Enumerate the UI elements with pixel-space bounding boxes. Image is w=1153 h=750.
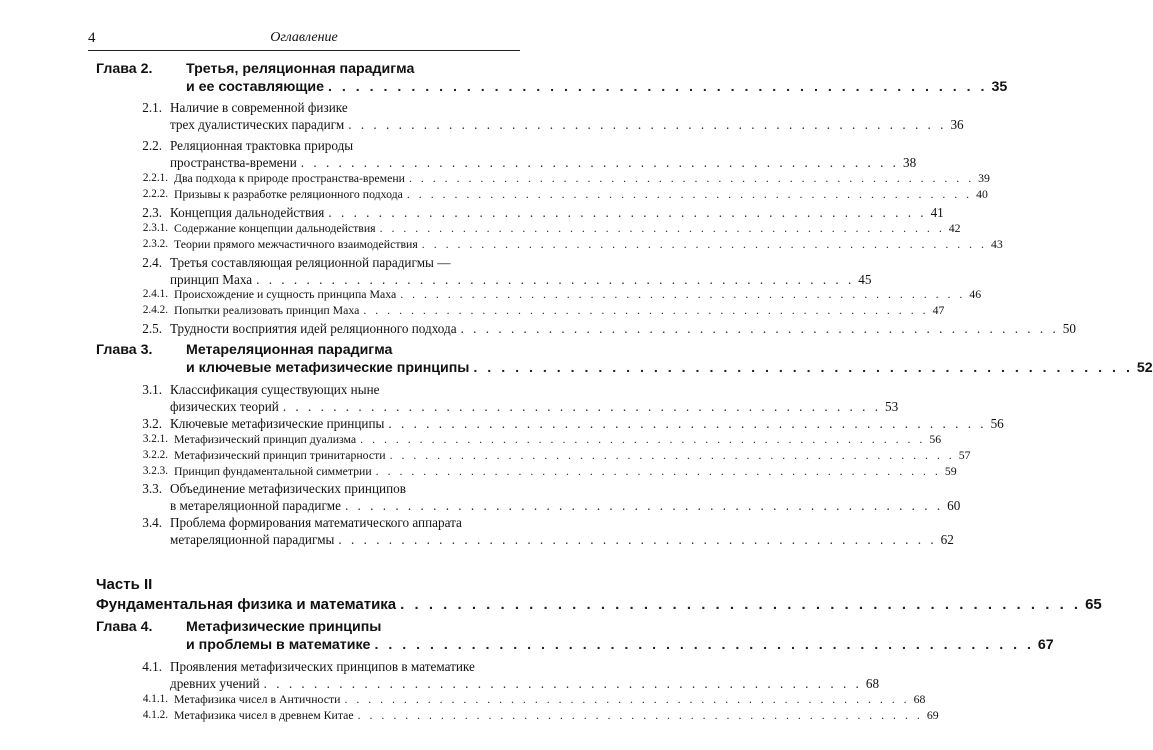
toc-entry-page: 40: [976, 187, 988, 201]
toc-entry-page: 41: [930, 205, 944, 220]
toc-entry-title-line: метареляционной парадигмы: [170, 532, 335, 547]
toc-entry-page: 45: [858, 272, 872, 287]
toc-entry-page: 59: [944, 464, 957, 478]
toc-entry-page: 65: [1085, 596, 1102, 613]
toc-entry-title-line: Призывы к разработке реляционного подхода: [174, 187, 403, 201]
toc-entry-page: 50: [1062, 321, 1076, 336]
toc-entry-page: 56: [990, 416, 1004, 431]
toc-entry-title-line: и ключевые метафизические принципы: [186, 360, 470, 376]
toc-entry-sub: [96, 432, 942, 448]
toc-entry-number: 3.2.: [142, 416, 162, 431]
toc-entry-page: 36: [950, 117, 964, 132]
leader-dots: . . . . . . . . . . . . . . . . . . . . . . . . . . . . . . . . . . . . . . . . . . . . . . . .: [408, 171, 975, 185]
toc-entry-partlabel: [96, 575, 520, 594]
leader-dots: . . . . . . . . . . . . . . . . . . . . . . . . . . . . . . . . . . . . . . . . . . . . . . . .: [388, 416, 987, 431]
toc-entry-page: 47: [932, 303, 945, 317]
leader-dots: . . . . . . . . . . . . . . . . . . . . . . . . . . . . . . . . . . . . . . . . . . . . . . . .: [400, 287, 966, 301]
toc-entry-number: 4.1.: [142, 659, 162, 674]
toc-entry-sec: [96, 254, 872, 288]
toc-entry-title-line: Трудности восприятия идей реляционного подхода: [170, 321, 457, 336]
toc-entry-title-line: Метафизические принципы: [186, 619, 382, 635]
toc-entry-page: 42: [948, 221, 961, 235]
leader-dots: . . . . . . . . . . . . . . . . . . . . . . . . . . . . . . . . . . . . . . . . . . . . . . . .: [357, 708, 923, 722]
toc-entry-chapter: [96, 60, 1008, 96]
toc-entry-title-line: древних учений: [170, 676, 260, 691]
toc-entry-sec: [96, 514, 954, 548]
toc-entry-number: 2.1.: [142, 100, 162, 115]
toc-entry-part: [96, 595, 1102, 614]
toc-entry-title-line: Ключевые метафизические принципы: [170, 416, 385, 431]
page-number: 4: [88, 30, 96, 46]
toc-entry-sub: [96, 187, 988, 203]
toc-entry-number: 3.2.3.: [142, 465, 168, 477]
toc-entry-number: Глава 3.: [96, 342, 153, 358]
toc-entry-page: 46: [969, 287, 982, 301]
toc-entry-page: 57: [958, 448, 971, 462]
toc-entry-title-line: Проблема формирования математического аппарата: [170, 515, 462, 530]
toc-entry-sub: [96, 692, 926, 708]
toc-entry-chapter: [96, 618, 1054, 654]
toc-entry-sec: [96, 320, 1076, 337]
toc-entry-page: 68: [913, 692, 926, 706]
leader-dots: . . . . . . . . . . . . . . . . . . . . . . . . . . . . . . . . . . . . . . . . . . . . . . . .: [421, 237, 987, 251]
leader-dots: . . . . . . . . . . . . . . . . . . . . . . . . . . . . . . . . . . . . . . . . . . . . . . . .: [328, 79, 988, 95]
toc-entry-title-line: и проблемы в математике: [186, 637, 371, 653]
toc-entry-title-line: Метафизический принцип дуализма: [174, 432, 357, 446]
toc-entry-title-line: Объединение метафизических принципов: [170, 481, 406, 496]
toc-entry-title-line: в метареляционной парадигме: [170, 498, 341, 513]
toc-entry-sub: [96, 708, 939, 724]
toc-entry-sec: [96, 204, 944, 221]
toc-entry-title-line: принцип Маха: [170, 272, 253, 287]
toc-entry-title-line: Теории прямого межчастичного взаимодействия: [174, 237, 418, 251]
toc-entry-chapter: [96, 341, 1153, 377]
leader-dots: . . . . . . . . . . . . . . . . . . . . . . . . . . . . . . . . . . . . . . . . . . . . . . . .: [460, 321, 1059, 336]
leader-dots: . . . . . . . . . . . . . . . . . . . . . . . . . . . . . . . . . . . . . . . . . . . . . . . .: [256, 272, 855, 287]
toc-entry-number: 2.5.: [142, 321, 162, 336]
toc-entry-sec: [96, 658, 880, 692]
toc-entry-number: 2.3.: [142, 205, 162, 220]
toc-entry-sec: [96, 99, 964, 133]
leader-dots: . . . . . . . . . . . . . . . . . . . . . . . . . . . . . . . . . . . . . . . . . . . . . . . .: [338, 532, 937, 547]
leader-dots: . . . . . . . . . . . . . . . . . . . . . . . . . . . . . . . . . . . . . . . . . . . . . . . .: [375, 464, 941, 478]
toc-entry-title-line: Содержание концепции дальнодействия: [174, 221, 376, 235]
toc-entry-number: 4.1.1.: [142, 693, 168, 705]
toc-entry-sub: [96, 464, 957, 480]
leader-dots: . . . . . . . . . . . . . . . . . . . . . . . . . . . . . . . . . . . . . . . . . . . . . . . .: [374, 637, 1034, 653]
toc-entry-sub: [96, 237, 1003, 253]
toc-entry-sec: [96, 480, 961, 514]
toc-entry-number: 4.1.2.: [142, 709, 168, 721]
toc-entry-sec: [96, 415, 1004, 432]
toc-entry-page: 38: [902, 155, 917, 170]
toc-entry-number: 2.3.2.: [142, 238, 168, 250]
toc-entry-title-line: Два подхода к природе пространства-времени: [174, 171, 405, 185]
toc-entry-number: 2.2.2.: [142, 188, 168, 200]
toc-entry-page: 56: [929, 432, 942, 446]
toc-entry-title-line: Принцип фундаментальной симметрии: [174, 464, 372, 478]
toc-entry-page: 69: [926, 708, 939, 722]
leader-dots: . . . . . . . . . . . . . . . . . . . . . . . . . . . . . . . . . . . . . . . . . . . . . . . .: [473, 360, 1133, 376]
toc-entry-title-line: Фундаментальная физика и математика: [96, 596, 397, 613]
toc-entry-number: 2.4.2.: [142, 304, 168, 316]
toc-entry-sub: [96, 448, 971, 464]
toc-entry-number: 2.3.1.: [142, 222, 168, 234]
toc-entry-title-line: Часть II: [96, 576, 153, 593]
toc-entry-sec: [96, 137, 917, 171]
leader-dots: . . . . . . . . . . . . . . . . . . . . . . . . . . . . . . . . . . . . . . . . . . . . . . . .: [363, 303, 929, 317]
toc-entry-page: 53: [885, 399, 899, 414]
toc-entry-number: Глава 4.: [96, 619, 153, 635]
toc-entry-title-line: Реляционная трактовка природы: [170, 138, 354, 153]
toc-entry-number: Глава 2.: [96, 61, 153, 77]
toc-entry-title-line: Метафизика чисел в древнем Китае: [174, 708, 354, 722]
running-header: [88, 28, 520, 51]
toc-entry-page: 52: [1136, 360, 1153, 376]
toc-entry-title-line: Метафизика чисел в Античности: [174, 692, 341, 706]
toc-entry-title-line: и ее составляющие: [186, 79, 325, 95]
leader-dots: . . . . . . . . . . . . . . . . . . . . . . . . . . . . . . . . . . . . . . . . . . . . . . . .: [406, 187, 973, 201]
toc-entry-sub: [96, 303, 945, 319]
toc-entry-number: 3.3.: [142, 481, 162, 496]
leader-dots: . . . . . . . . . . . . . . . . . . . . . . . . . . . . . . . . . . . . . . . . . . . . . . . .: [300, 155, 899, 170]
toc-entry-number: 2.2.1.: [142, 172, 168, 184]
leader-dots: . . . . . . . . . . . . . . . . . . . . . . . . . . . . . . . . . . . . . . . . . . . . . . . .: [344, 692, 910, 706]
toc-entry-sub: [96, 171, 990, 187]
toc-entry-sub: [96, 287, 982, 303]
toc-entry-title-line: физических теорий: [170, 399, 279, 414]
leader-dots: . . . . . . . . . . . . . . . . . . . . . . . . . . . . . . . . . . . . . . . . . . . . . . . .: [389, 448, 955, 462]
toc-entry-number: 3.2.1.: [142, 433, 168, 445]
toc-entry-title-line: пространства-времени: [170, 155, 297, 170]
toc-entry-title-line: Наличие в современной физике: [170, 100, 348, 115]
running-title: Оглавление: [270, 30, 338, 45]
leader-dots: . . . . . . . . . . . . . . . . . . . . . . . . . . . . . . . . . . . . . . . . . . . . . . . .: [282, 399, 882, 414]
toc-entry-title-line: трех дуалистических парадигм: [170, 117, 345, 132]
leader-dots: . . . . . . . . . . . . . . . . . . . . . . . . . . . . . . . . . . . . . . . . . . . . . . . .: [379, 221, 945, 235]
toc-entry-page: 35: [991, 79, 1008, 95]
leader-dots: . . . . . . . . . . . . . . . . . . . . . . . . . . . . . . . . . . . . . . . . . . . . . . . .: [400, 596, 1082, 613]
toc-entry-sub: [96, 221, 961, 237]
toc-entry-number: 3.1.: [142, 382, 162, 397]
toc-entry-page: 67: [1037, 637, 1054, 653]
toc-entry-page: 43: [990, 237, 1003, 251]
toc-entry-title-line: Метареляционная парадигма: [186, 342, 393, 358]
leader-dots: . . . . . . . . . . . . . . . . . . . . . . . . . . . . . . . . . . . . . . . . . . . . . . . .: [328, 205, 927, 220]
leader-dots: . . . . . . . . . . . . . . . . . . . . . . . . . . . . . . . . . . . . . . . . . . . . . . . .: [263, 676, 862, 691]
toc-entry-page: 62: [940, 532, 954, 547]
leader-dots: . . . . . . . . . . . . . . . . . . . . . . . . . . . . . . . . . . . . . . . . . . . . . . . .: [344, 498, 944, 513]
toc-entry-number: 2.4.: [142, 255, 162, 270]
leader-dots: . . . . . . . . . . . . . . . . . . . . . . . . . . . . . . . . . . . . . . . . . . . . . . . .: [348, 117, 947, 132]
toc-entry-page: 39: [978, 171, 990, 185]
toc-entry-title-line: Третья составляющая реляционной парадигмы —: [170, 255, 451, 270]
toc-entry-title-line: Классификация существующих ныне: [170, 382, 380, 397]
toc-entry-number: 2.4.1.: [142, 288, 168, 300]
toc-entry-number: 2.2.: [142, 138, 162, 153]
toc-entry-title-line: Концепция дальнодействия: [170, 205, 325, 220]
toc-entry-title-line: Попытки реализовать принцип Маха: [174, 303, 360, 317]
toc-entry-title-line: Проявления метафизических принципов в математике: [170, 659, 475, 674]
toc-entry-number: 3.2.2.: [142, 449, 168, 461]
toc-entry-title-line: Метафизический принцип тринитарности: [174, 448, 386, 462]
leader-dots: . . . . . . . . . . . . . . . . . . . . . . . . . . . . . . . . . . . . . . . . . . . . . . . .: [360, 432, 926, 446]
toc-entry-sec: [96, 381, 899, 415]
toc-entry-title-line: Происхождение и сущность принципа Маха: [174, 287, 397, 301]
toc-entry-page: 60: [947, 498, 961, 513]
toc-entry-number: 3.4.: [142, 515, 162, 530]
toc-entry-title-line: Третья, реляционная парадигма: [186, 61, 415, 77]
toc-entry-page: 68: [865, 676, 880, 691]
